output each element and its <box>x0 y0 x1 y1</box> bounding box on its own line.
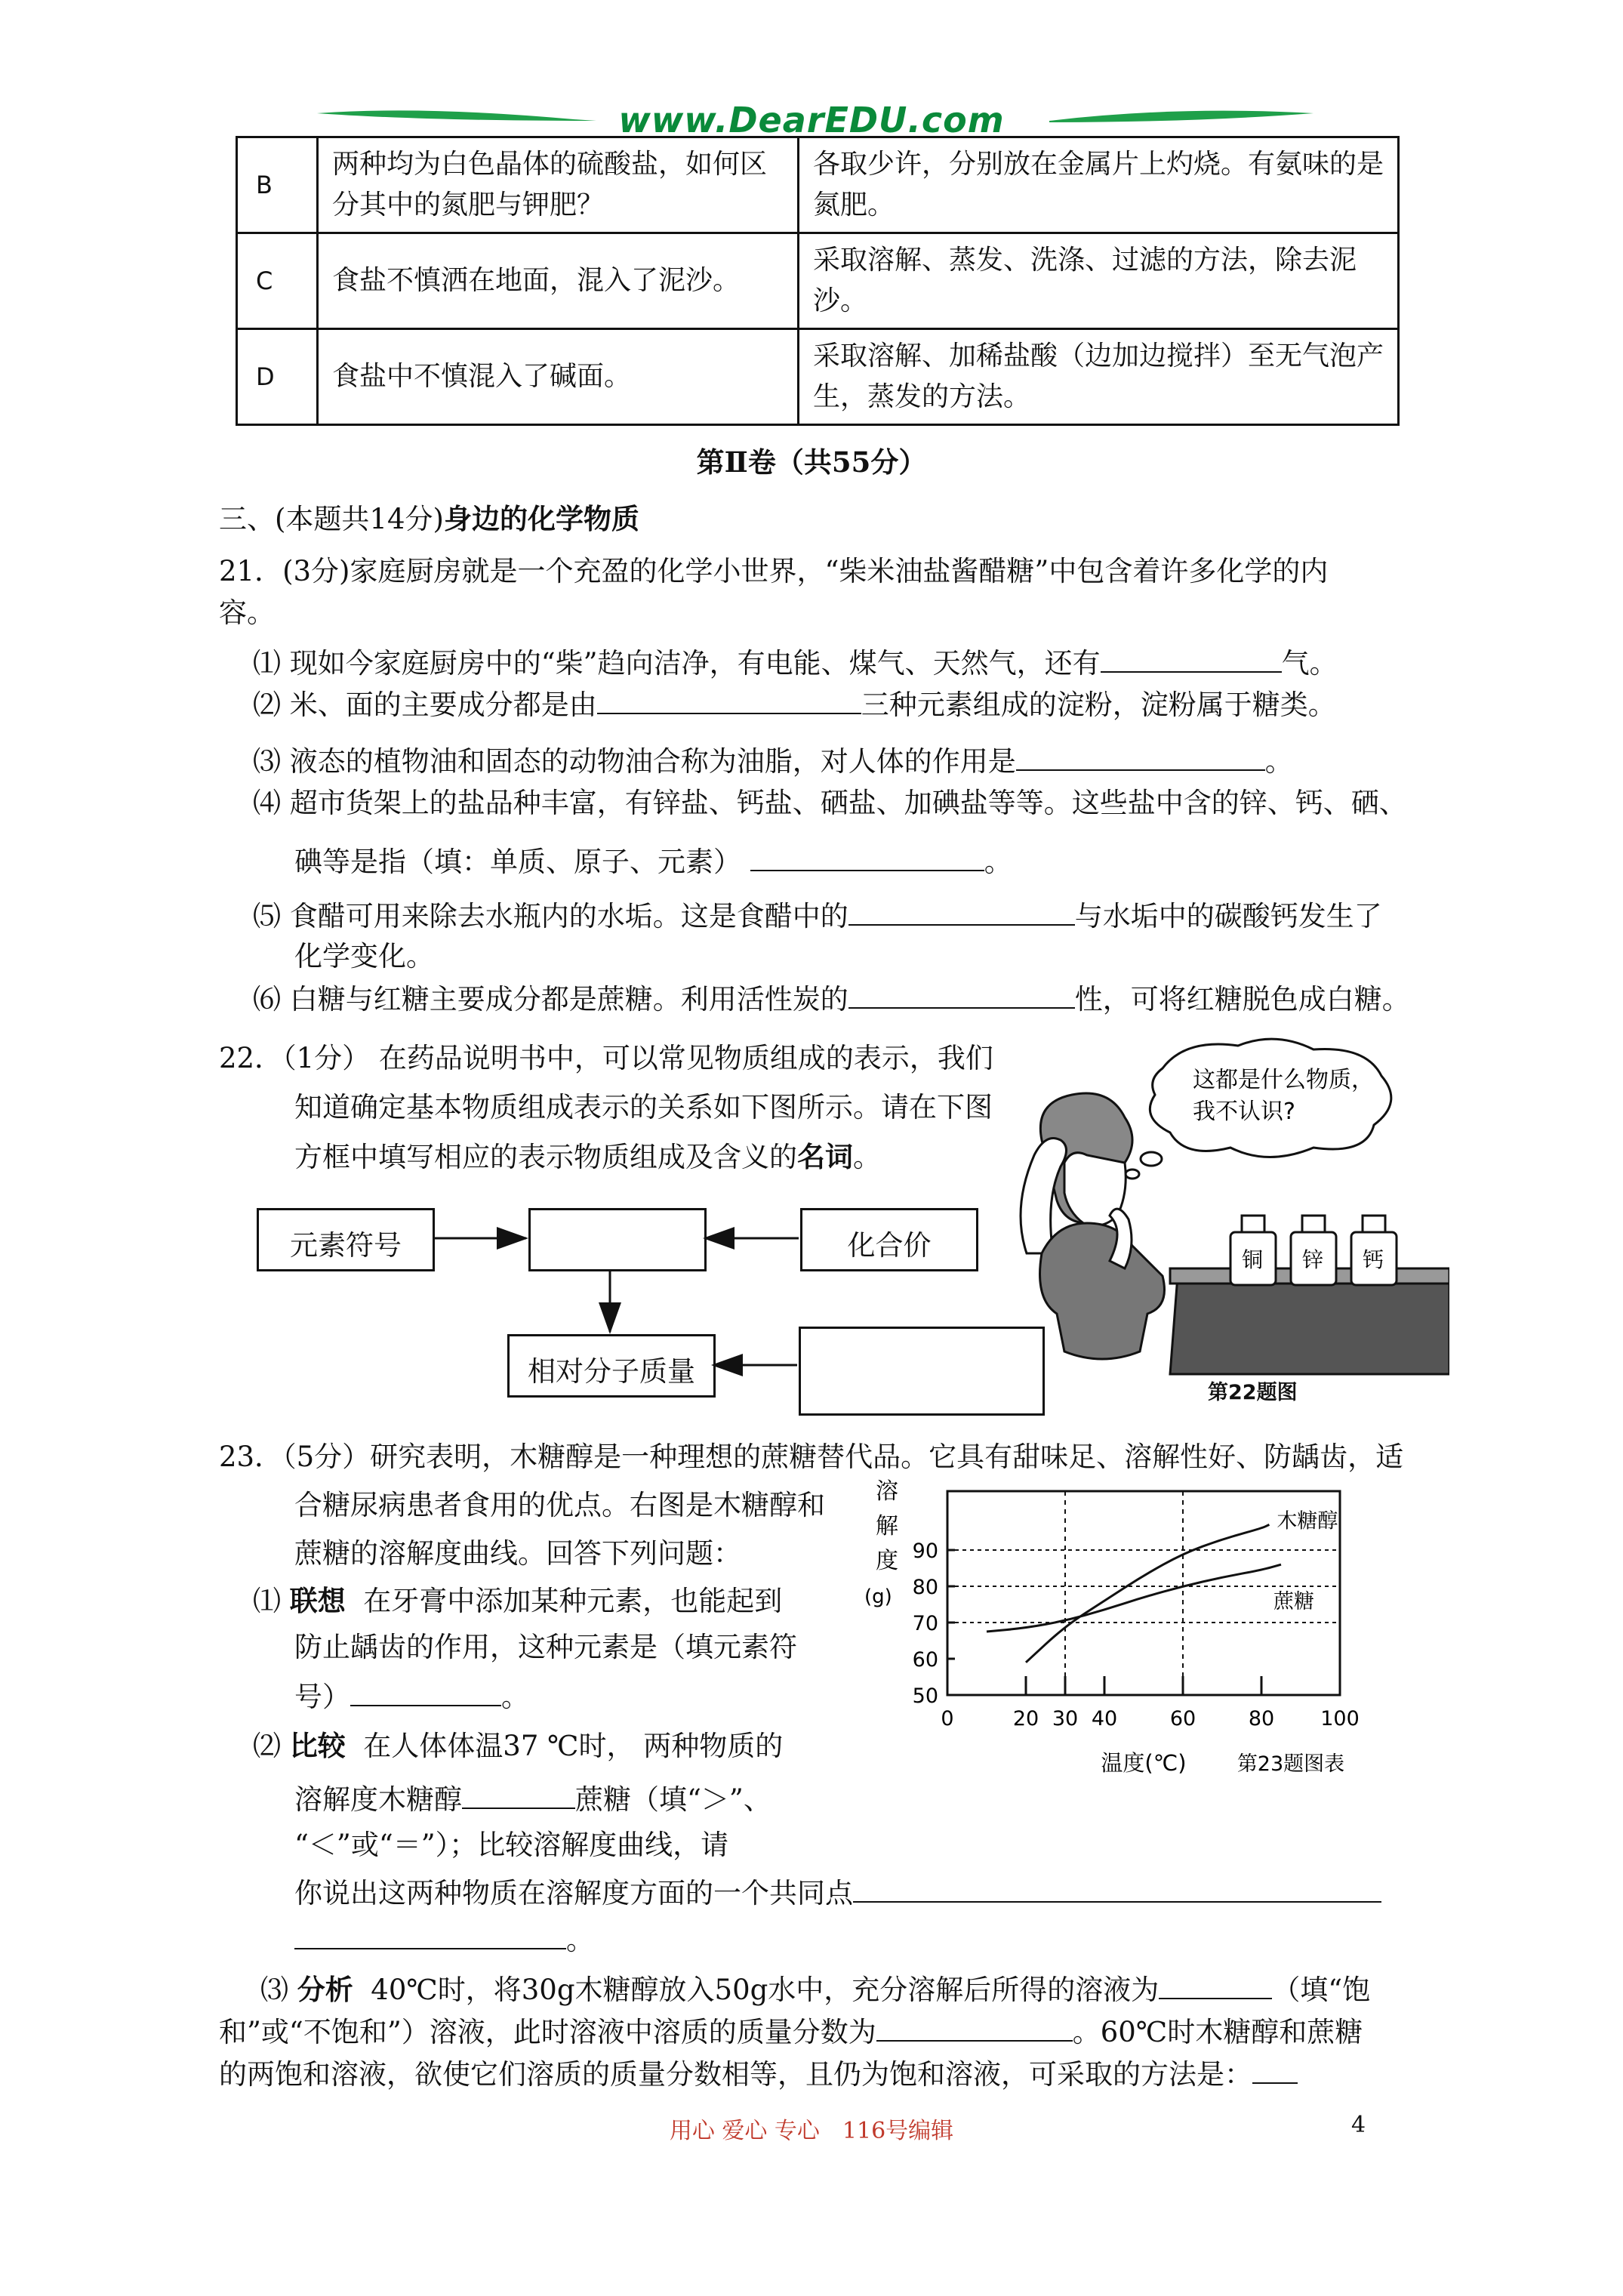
answer-blank[interactable] <box>853 1875 1381 1903</box>
q23-item1-cont2 <box>294 1679 529 1714</box>
series-label: 蔗糖 <box>1273 1590 1314 1614</box>
item-text: 碘等是指（填：单质、原子、元素） <box>294 846 741 878</box>
item-text: 气。 <box>1281 647 1338 680</box>
q23-line1: 23．（5分）研究表明，木糖醇是一种理想的蔗糖替代品。它具有甜味足、溶解性好、防龋齿，适 <box>219 1441 1404 1473</box>
bottle-label: 铜 <box>1242 1247 1264 1272</box>
answer-blank[interactable] <box>1252 2057 1298 2084</box>
q23-item2 <box>253 1729 783 1763</box>
series-line-1 <box>987 1564 1281 1632</box>
row-label: D <box>237 329 318 425</box>
q23-item1 <box>253 1584 782 1618</box>
row-question: 两种均为白色晶体的硫酸盐，如何区分其中的氮肥与钾肥？ <box>318 137 799 233</box>
part-prefix: 三、(本题共14分) <box>219 503 444 535</box>
q23-item2-cont3 <box>294 1875 1381 1910</box>
y-tick-label: 70 <box>912 1612 938 1635</box>
y-tick-label: 60 <box>912 1648 938 1672</box>
item-text: 与水垢中的碳酸钙发生了 <box>1074 900 1382 932</box>
row-question: 食盐中不慎混入了碱面。 <box>318 329 799 425</box>
item-text: 蔗糖（填“＞”、 <box>575 1783 771 1816</box>
item-text: 号） <box>294 1681 350 1713</box>
q23-line2: 合糖尿病患者食用的优点。右图是木糖醇和 <box>294 1489 825 1521</box>
q23-line3: 蔗糖的溶解度曲线。回答下列问题： <box>294 1537 741 1570</box>
answer-blank[interactable] <box>876 2014 1073 2042</box>
item-text: 三种元素组成的淀粉，淀粉属于糖类。 <box>861 689 1336 721</box>
x-tick-label: 80 <box>1248 1707 1275 1730</box>
item-text: 。 <box>984 846 1012 878</box>
answer-blank[interactable] <box>462 1782 575 1809</box>
figure-caption-23: 第23题图表 <box>1236 1752 1345 1776</box>
item-keyword: 联想 <box>289 1584 346 1617</box>
row-answer: 采取溶解、蒸发、洗涤、过滤的方法，除去泥沙。 <box>799 233 1399 329</box>
item-number: ⑵ <box>253 689 281 721</box>
item-number: ⑴ <box>253 647 281 680</box>
item-text: 白糖与红糖主要成分都是蔗糖。利用活性炭的 <box>289 983 848 1015</box>
y-tick-label: 80 <box>912 1576 938 1599</box>
x-tick-label: 0 <box>941 1707 954 1730</box>
item-text: 和”或“不饱和”）溶液，此时溶液中溶质的质量分数为 <box>219 2016 876 2048</box>
figure-caption-22: 第22题图 <box>1208 1381 1298 1404</box>
item-keyword: 比较 <box>289 1729 346 1762</box>
bottle-copper <box>1230 1216 1276 1285</box>
item-keyword: 分析 <box>297 1973 353 2006</box>
box-label: 化合价 <box>847 1229 932 1262</box>
part-title: 身边的化学物质 <box>443 502 639 535</box>
q23-item2-cont2: “＜”或“＝”）；比较溶解度曲线，请 <box>294 1829 729 1861</box>
x-tick-label: 40 <box>1091 1707 1118 1730</box>
item-text: 你说出这两种物质在溶解度方面的一个共同点 <box>294 1877 853 1909</box>
item-number: ⑷ <box>253 787 281 819</box>
item-number: ⑵ <box>253 1730 281 1762</box>
item-number: ⑸ <box>253 900 281 932</box>
chart-series <box>987 1524 1281 1662</box>
item-text: 。 <box>501 1681 529 1713</box>
bottle-label: 锌 <box>1302 1247 1324 1272</box>
box-label: 元素符号 <box>290 1229 402 1262</box>
q23-item2-cont4 <box>294 1922 594 1957</box>
item-text: （填“饱 <box>1272 1974 1371 2006</box>
box-label: 相对分子质量 <box>528 1355 695 1388</box>
item-text: 溶解度木糖醇 <box>294 1783 462 1816</box>
site-url: www.DearEDU.com <box>618 100 1005 140</box>
item-text: 在人体体温37 ℃时， 两种物质的 <box>363 1730 784 1762</box>
row-question: 食盐不慎洒在地面，混入了泥沙。 <box>318 233 799 329</box>
section-title: 第Ⅱ卷（共55分） <box>696 445 927 479</box>
item-text: 液态的植物油和固态的动物油合称为油脂，对人体的作用是 <box>289 745 1016 778</box>
page-number: 4 <box>1351 2112 1366 2138</box>
row-answer: 各取少许，分别放在金属片上灼烧。有氨味的是氮肥。 <box>799 137 1399 233</box>
speech-line2: 我不认识? <box>1193 1099 1295 1125</box>
q23-item3-cont <box>219 2014 1363 2049</box>
x-tick-label: 100 <box>1320 1707 1360 1730</box>
y-axis-label: 解 <box>876 1513 898 1539</box>
solubility-chart <box>853 1476 1457 1823</box>
q23-item1-cont: 防止龋齿的作用，这种元素是（填元素符 <box>294 1631 797 1663</box>
item-text: 40℃时，将30g木糖醇放入50g水中，充分溶解后所得的溶液为 <box>371 1974 1160 2006</box>
student-cartoon-illustration <box>1012 1034 1449 1389</box>
x-tick-label: 30 <box>1052 1707 1079 1730</box>
item-number: ⑶ <box>260 1974 288 2006</box>
item-text: 超市货架上的盐品种丰富，有锌盐、钙盐、硒盐、加碘盐等等。这些盐中含的锌、钙、硒、 <box>289 787 1407 819</box>
row-label: B <box>237 137 318 233</box>
item-number: ⑹ <box>253 983 281 1015</box>
bottle-zinc <box>1291 1216 1336 1285</box>
q22-text: 方框中填写相应的表示物质组成及含义的 <box>294 1141 797 1173</box>
item-text: 米、面的主要成分都是由 <box>289 689 597 721</box>
q23-item3 <box>260 1972 1370 2007</box>
x-tick-label: 20 <box>1012 1707 1039 1730</box>
series-label: 木糖醇 <box>1277 1509 1338 1533</box>
item-text: 性，可将红糖脱色成白糖。 <box>1074 983 1410 1015</box>
row-label: C <box>237 233 318 329</box>
q21-item5-cont: 化学变化。 <box>294 940 434 972</box>
q23-item3-cont2 <box>219 2057 1298 2091</box>
item-text: 在牙膏中添加某种元素，也能起到 <box>363 1585 783 1617</box>
x-axis-label: 温度(℃) <box>1101 1750 1187 1776</box>
q23-item2-cont <box>294 1782 771 1817</box>
answer-blank[interactable] <box>294 1922 566 1949</box>
q21-stem-line2: 容。 <box>219 596 275 629</box>
q22-line1: 22．（1分） 在药品说明书中，可以常见物质组成的表示，我们 <box>219 1042 993 1074</box>
item-text: 。 <box>566 1924 594 1956</box>
item-text: 。 <box>1264 745 1293 778</box>
item-text: 的两饱和溶液，欲使它们溶质的质量分数相等，且仍为饱和溶液，可采取的方法是： <box>219 2058 1252 2091</box>
answer-blank[interactable] <box>350 1679 501 1706</box>
y-axis-label: 溶 <box>876 1478 898 1505</box>
y-axis-label: 度 <box>876 1548 898 1574</box>
q21-stem-line1: 21．(3分)家庭厨房就是一个充盈的化学小世界，“柴米油盐酱醋糖”中包含着许多化学的内 <box>219 555 1329 587</box>
answer-blank[interactable] <box>1159 1972 1272 1999</box>
row-answer: 采取溶解、加稀盐酸（边加边搅拌）至无气泡产生，蒸发的方法。 <box>799 329 1399 425</box>
bottle-calcium <box>1351 1216 1397 1285</box>
q22-keyword: 名词 <box>797 1140 853 1173</box>
y-tick-label: 50 <box>912 1684 938 1708</box>
item-text: 。60℃时木糖醇和蔗糖 <box>1072 2016 1363 2048</box>
q22-text: 。 <box>853 1141 881 1173</box>
chart-labels <box>864 1478 1360 1776</box>
q22-line2: 知道确定基本物质组成表示的关系如下图所示。请在下图 <box>294 1091 993 1123</box>
item-text: 食醋可用来除去水瓶内的水垢。这是食醋中的 <box>289 900 848 932</box>
bottle-label: 钙 <box>1363 1247 1384 1272</box>
speech-line1: 这都是什么物质， <box>1193 1067 1374 1093</box>
item-text: 现如今家庭厨房中的“柴”趋向洁净，有电能、煤气、天然气，还有 <box>289 647 1101 680</box>
y-tick-label: 90 <box>912 1539 938 1563</box>
item-number: ⑴ <box>253 1585 281 1617</box>
x-tick-label: 60 <box>1169 1707 1196 1730</box>
series-line-0 <box>1026 1524 1269 1662</box>
footer-text: 用心 爱心 专心 116号编辑 <box>669 2118 954 2144</box>
item-number: ⑶ <box>253 745 281 778</box>
y-axis-label: (g) <box>864 1586 892 1608</box>
